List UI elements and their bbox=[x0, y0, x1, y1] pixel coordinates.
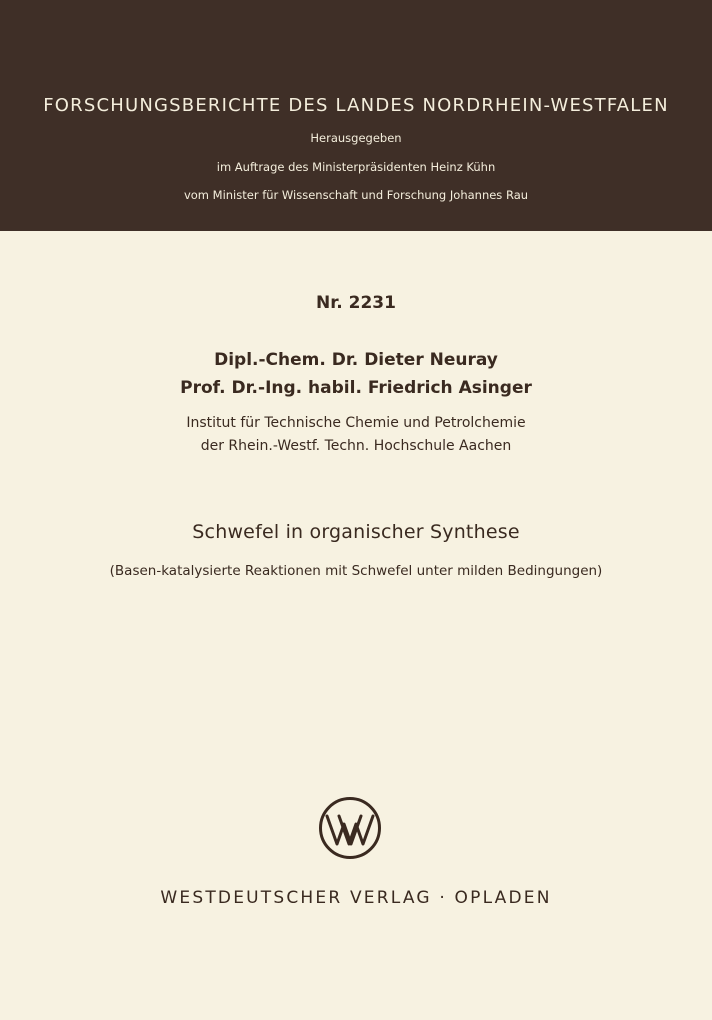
institute-line-1: Institut für Technische Chemie und Petrolchemie bbox=[186, 415, 526, 431]
editor-line-3: vom Minister für Wissenschaft und Forschung Johannes Rau bbox=[183, 188, 529, 202]
publisher-name: WESTDEUTSCHER VERLAG · OPLADEN bbox=[160, 888, 552, 908]
institute-line-2: der Rhein.-Westf. Techn. Hochschule Aachen bbox=[200, 438, 512, 454]
editor-line-1: Herausgegeben bbox=[310, 131, 402, 145]
book-subtitle: (Basen-katalysierte Reaktionen mit Schwefel unter milden Bedingungen) bbox=[109, 563, 603, 579]
book-title: Schwefel in organischer Synthese bbox=[192, 521, 520, 543]
series-title: FORSCHUNGSBERICHTE DES LANDES NORDRHEIN-WESTFALEN bbox=[43, 95, 669, 116]
series-header-band bbox=[0, 0, 712, 231]
author-2: Prof. Dr.-Ing. habil. Friedrich Asinger bbox=[180, 378, 532, 398]
author-1: Dipl.-Chem. Dr. Dieter Neuray bbox=[214, 350, 498, 370]
report-number: Nr. 2231 bbox=[316, 293, 396, 313]
editor-line-2: im Auftrage des Ministerpräsidenten Heinz Kühn bbox=[216, 160, 496, 174]
publisher-ww-logo-icon bbox=[318, 796, 382, 860]
